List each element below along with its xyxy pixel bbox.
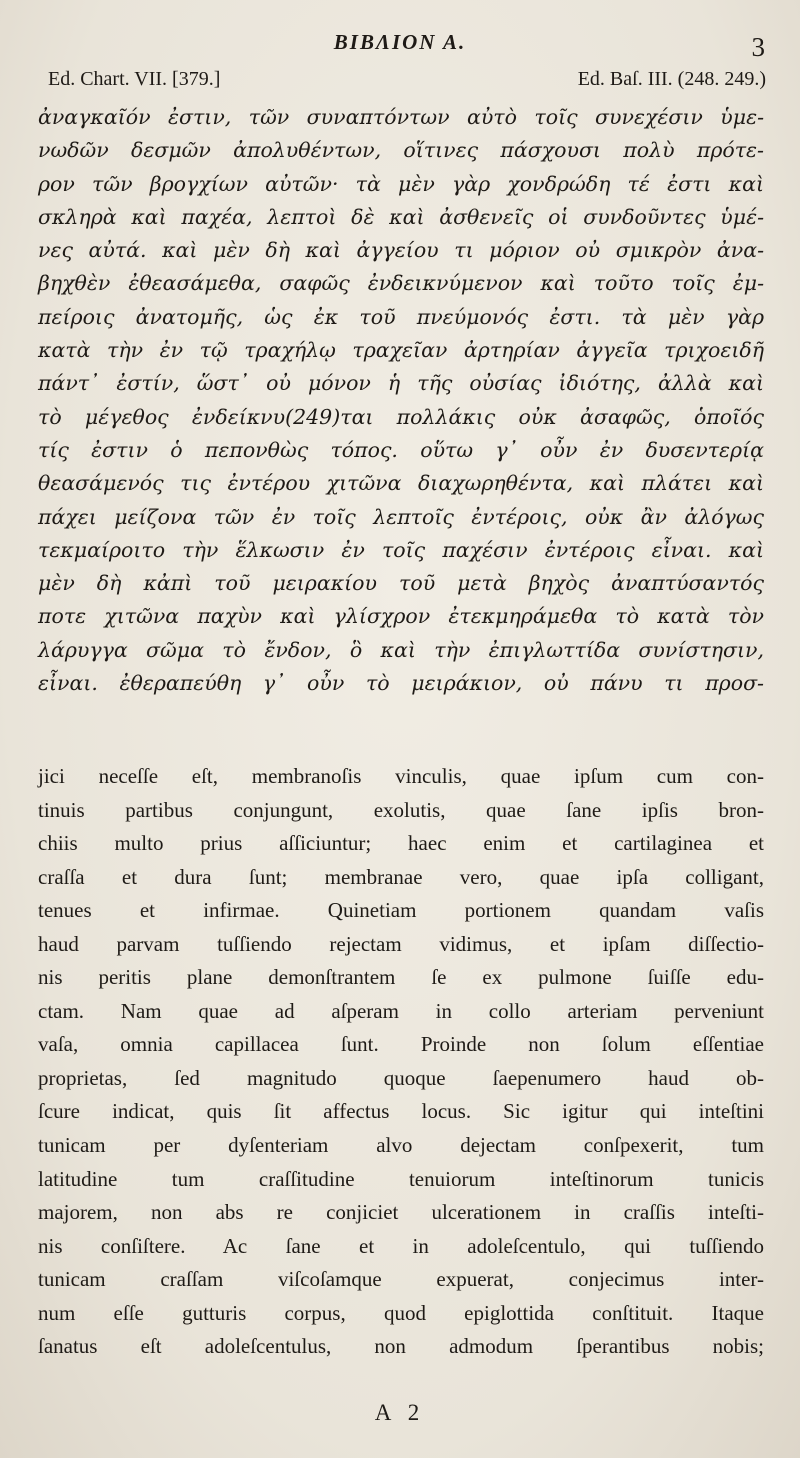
greek-line: ρον τῶν βρογχίων αὐτῶν· τὰ μὲν γὰρ χονδρώδη τέ ἐστι καὶ bbox=[38, 171, 764, 196]
latin-line: ſanatus eſt adoleſcentulus, non admodum ſperantibus nobis; bbox=[38, 1334, 764, 1359]
greek-line: βηχθὲν ἐθεασάμεθα, σαφῶς ἐνδεικνύμενον καὶ τοῦτο τοῖς ἐμ- bbox=[38, 271, 764, 296]
latin-line: proprietas, ſed magnitudo quoque ſaepenumero haud ob- bbox=[38, 1065, 764, 1090]
greek-line: πάχει μείζονα τῶν ἐν τοῖς λεπτοῖς ἐντέροις, οὐκ ἂν ἀλόγως bbox=[38, 504, 764, 529]
latin-line: num eſſe gutturis corpus, quod epiglottida conſtituit. Itaque bbox=[38, 1300, 764, 1325]
edition-references bbox=[48, 68, 766, 96]
latin-line: latitudine tum craſſitudine tenuiorum inteſtinorum tunicis bbox=[38, 1166, 764, 1191]
latin-line: majorem, non abs re conjiciet ulcerationem in craſſis inteſti- bbox=[38, 1200, 764, 1225]
latin-line: craſſa et dura ſunt; membranae vero, quae ipſa colligant, bbox=[38, 864, 764, 889]
greek-line: εἶναι. ἐθεραπεύθη γ᾽ οὖν τὸ μειράκιον, οὐ πάνυ τι προσ- bbox=[38, 671, 764, 696]
greek-line: σκληρὰ καὶ παχέα, λεπτοὶ δὲ καὶ ἀσθενεῖς οἱ συνδοῦντες ὑμέ- bbox=[38, 204, 764, 229]
latin-line: ctam. Nam quae ad aſperam in collo arteriam perveniunt bbox=[38, 998, 764, 1023]
greek-line: νωδῶν δεσμῶν ἀπολυθέντων, οἵτινες πάσχουσι πολὺ πρότε- bbox=[38, 138, 764, 163]
greek-text-block bbox=[38, 101, 764, 700]
signature-mark: Α 2 bbox=[374, 1400, 426, 1425]
latin-line: tunicam per dyſenteriam alvo dejectam conſpexerit, tum bbox=[38, 1133, 764, 1158]
greek-line: τίς ἐστιν ὁ πεπονθὼς τόπος. οὕτω γ᾽ οὖν ἐν δυσεντερίᾳ bbox=[38, 437, 764, 462]
greek-line: τεκμαίροιτο τὴν ἕλκωσιν ἐν τοῖς παχέσιν ἐντέροις εἶναι. καὶ bbox=[38, 537, 764, 562]
greek-line: ἀναγκαῖόν ἐστιν, τῶν συναπτόντων αὐτὸ τοῖς συνεχέσιν ὑμε- bbox=[38, 105, 764, 129]
latin-line: tenues et infirmae. Quinetiam portionem quandam vaſis bbox=[38, 898, 764, 923]
page-number: 3 bbox=[751, 32, 765, 62]
latin-line: nis peritis plane demonſtrantem ſe ex pulmone ſuiſſe edu- bbox=[38, 965, 764, 990]
latin-line: tunicam craſſam viſcoſamque expuerat, conjecimus inter- bbox=[38, 1267, 764, 1292]
edition-ref-basel: Ed. Baſ. III. (248. 249.) bbox=[577, 68, 766, 90]
greek-line: κατὰ τὴν ἐν τῷ τραχήλῳ τραχεῖαν ἀρτηρίαν ἀγγεῖα τριχοειδῆ bbox=[38, 338, 764, 363]
greek-line: πείροις ἀνατομῆς, ὡς ἐκ τοῦ πνεύμονός ἐστι. τὰ μὲν γὰρ bbox=[38, 304, 764, 329]
greek-line: νες αὐτά. καὶ μὲν δὴ καὶ ἀγγείου τι μόριον οὐ σμικρὸν ἀνα- bbox=[38, 238, 764, 263]
latin-line: ſcure indicat, quis ſit affectus locus. Sic igitur qui inteſtini bbox=[38, 1099, 764, 1124]
latin-line: chiis multo prius aſſiciuntur; haec enim et cartilaginea et bbox=[38, 831, 764, 856]
greek-line: πάντ᾽ ἐστίν, ὥστ᾽ οὐ μόνον ἡ τῆς οὐσίας ἰδιότης, ἀλλὰ καὶ bbox=[38, 371, 764, 396]
running-head-title: ΒΙΒΛΙΟΝ Α. bbox=[333, 30, 467, 54]
greek-line: τὸ μέγεθος ἐνδείκνυ(249)ται πολλάκις οὐκ ἀσαφῶς, ὁποῖός bbox=[38, 404, 764, 429]
greek-line: θεασάμενός τις ἐντέρου χιτῶνα διαχωρηθέντα, καὶ πλάτει καὶ bbox=[38, 471, 764, 496]
latin-line: vaſa, omnia capillacea ſunt. Proinde non ſolum eſſentiae bbox=[38, 1032, 764, 1057]
running-head bbox=[0, 30, 800, 60]
edition-ref-chartier: Ed. Chart. VII. [379.] bbox=[48, 68, 221, 90]
latin-line: tinuis partibus conjungunt, exolutis, quae ſane ipſis bron- bbox=[38, 797, 764, 822]
latin-line: jici neceſſe eſt, membranoſis vinculis, quae ipſum cum con- bbox=[38, 764, 764, 788]
greek-line: ποτε χιτῶνα παχὺν καὶ γλίσχρον ἐτεκμηράμεθα τὸ κατὰ τὸν bbox=[38, 604, 764, 629]
latin-line: nis conſiſtere. Ac ſane et in adoleſcentulo, qui tuſſiendo bbox=[38, 1233, 764, 1258]
latin-text-block bbox=[38, 760, 764, 1364]
latin-line: haud parvam tuſſiendo rejectam vidimus, et ipſam diſſectio- bbox=[38, 931, 764, 956]
greek-line: λάρυγγα σῶμα τὸ ἔνδον, ὃ καὶ τὴν ἐπιγλωττίδα συνίστησιν, bbox=[38, 637, 764, 662]
greek-line: μὲν δὴ κἀπὶ τοῦ μειρακίου τοῦ μετὰ βηχὸς ἀναπτύσαντός bbox=[38, 571, 764, 596]
